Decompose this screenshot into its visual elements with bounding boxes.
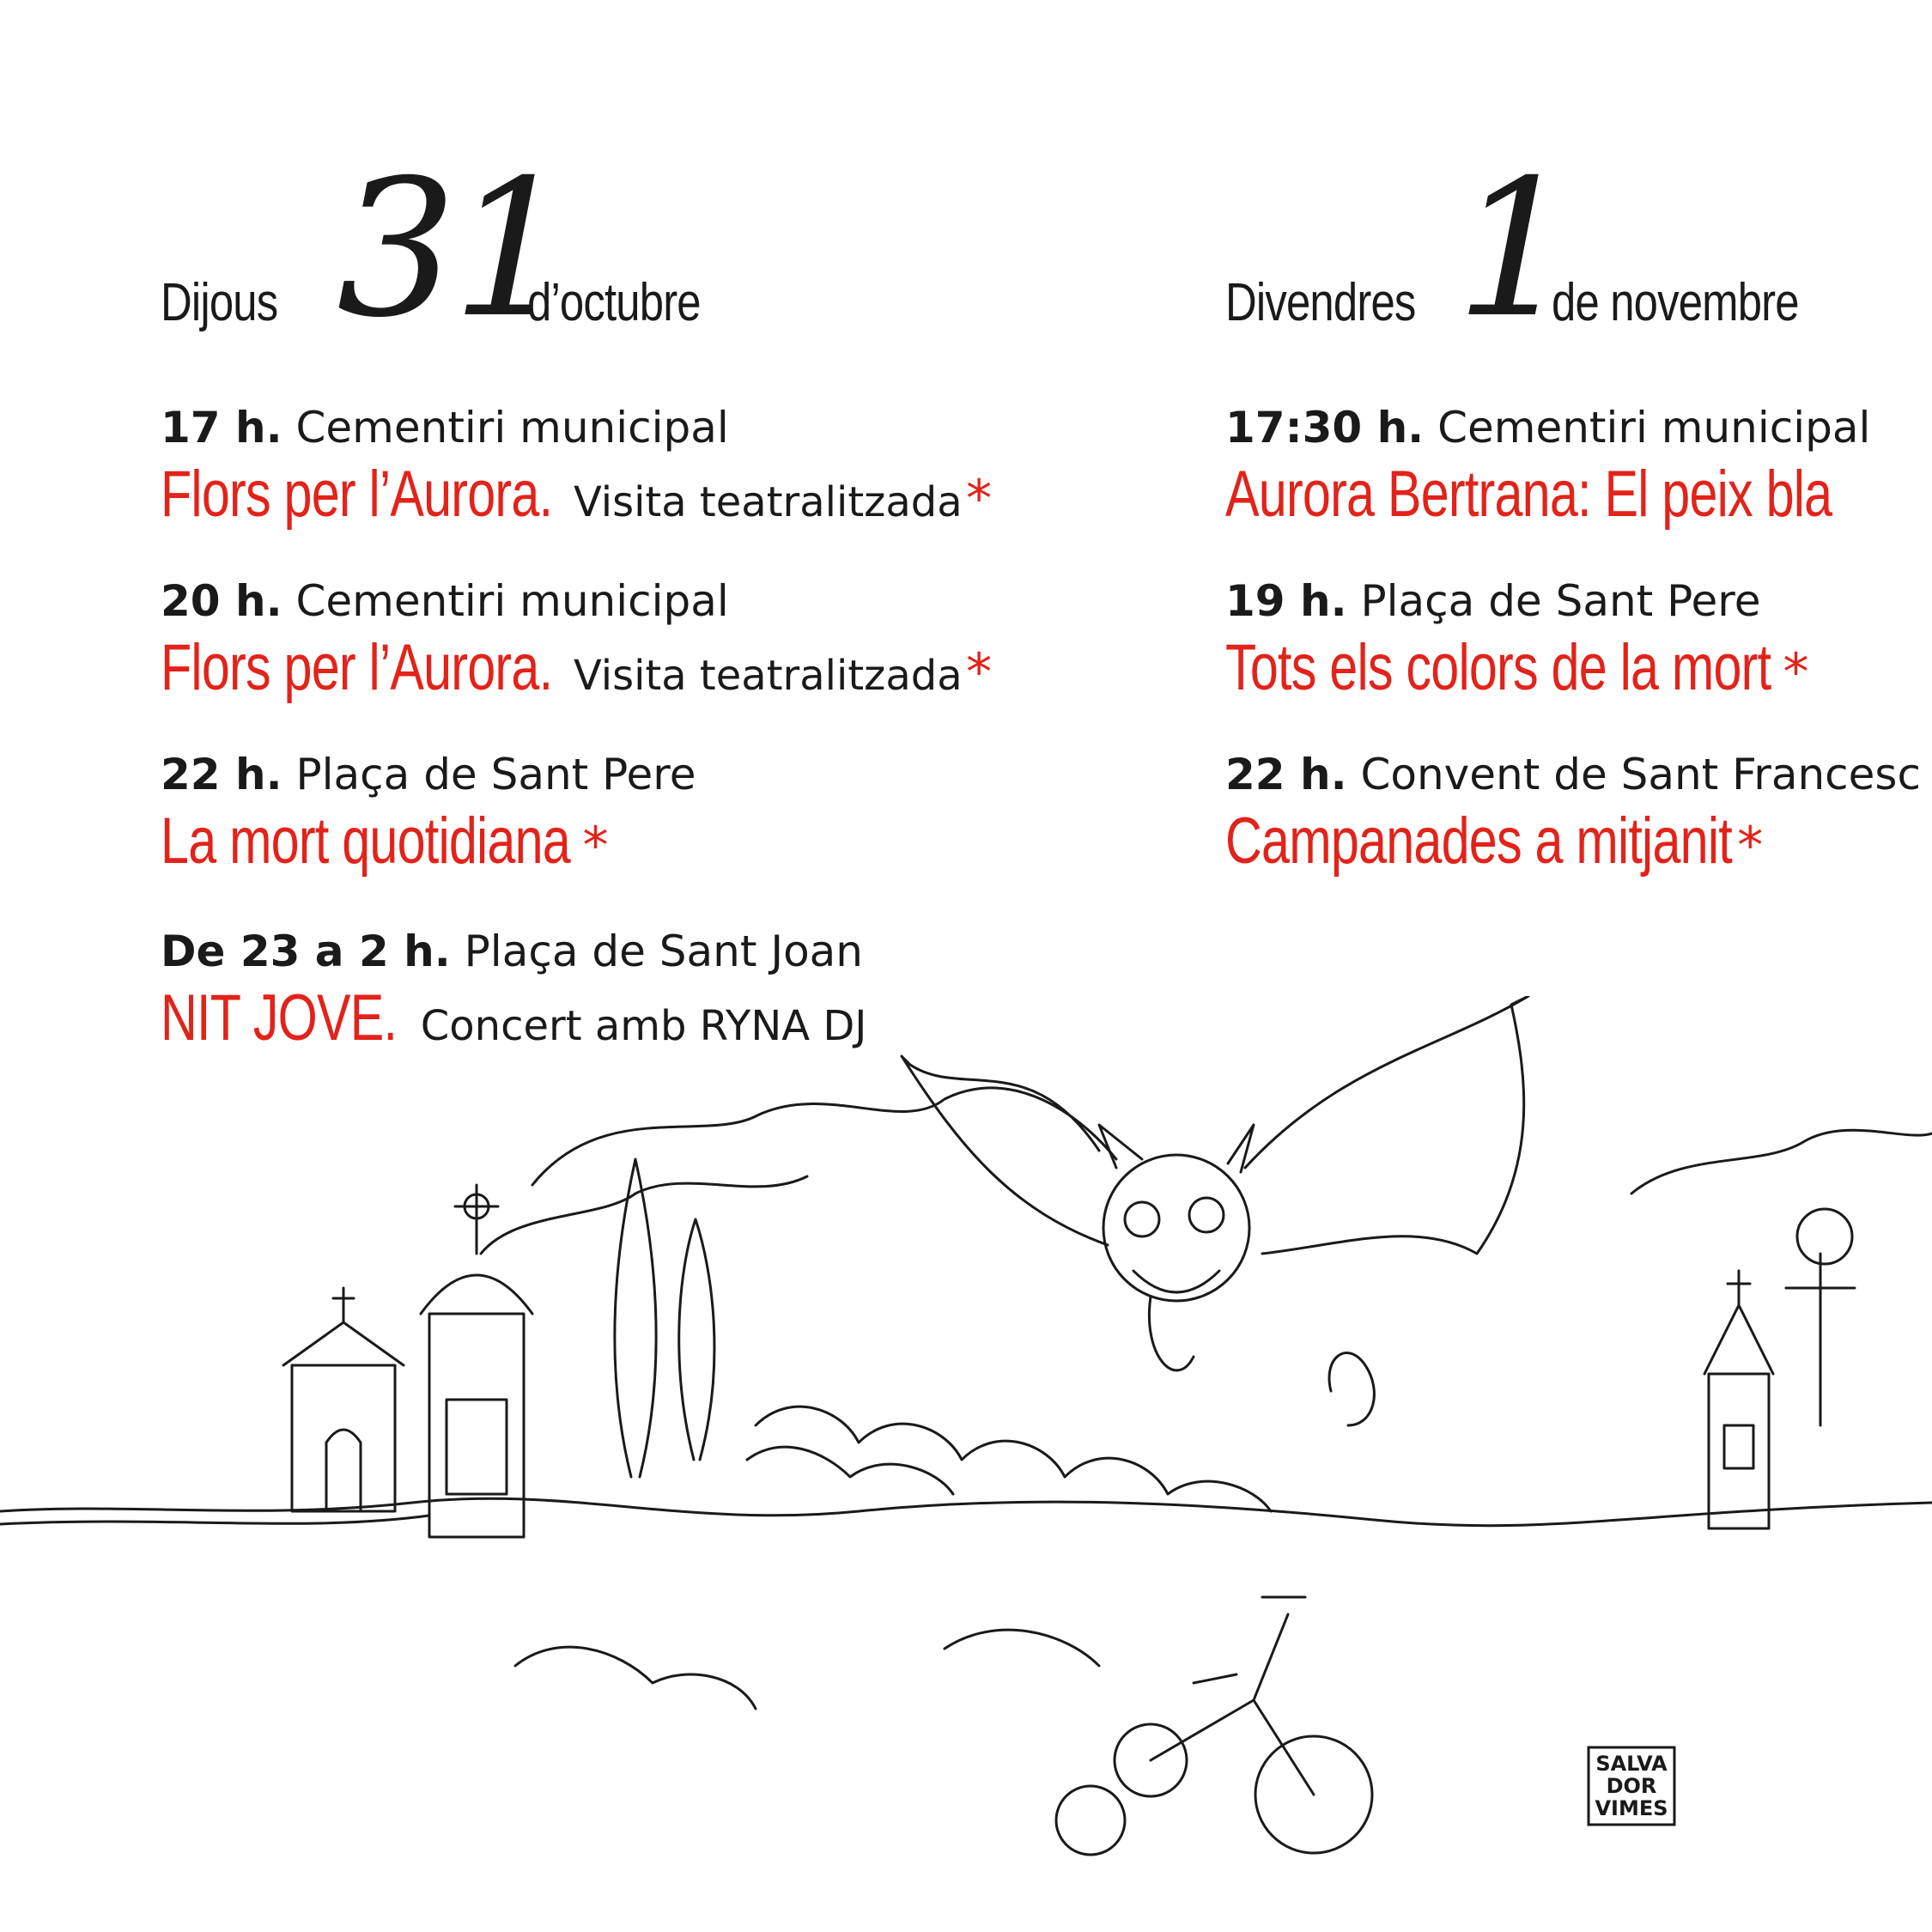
event-place: Cementiri municipal	[295, 576, 729, 626]
cemetery-gate-icon	[283, 1288, 404, 1511]
event-time: 20 h.	[161, 576, 283, 626]
event-place: Plaça de Sant Pere	[1360, 576, 1761, 626]
day-number: 31	[337, 139, 567, 359]
event-place: Plaça de Sant Joan	[464, 927, 863, 976]
event-item	[161, 575, 992, 702]
event-title: NIT JOVE.	[161, 981, 398, 1054]
weekday-label: Dijous	[161, 273, 278, 332]
event-asterisk: *	[966, 469, 993, 529]
event-subtitle: Visita teatralitzada	[573, 478, 963, 526]
event-place: Cementiri municipal	[1437, 403, 1871, 453]
cemetery-bat-illustration	[0, 996, 1932, 1932]
weekday-label: Divendres	[1225, 273, 1416, 332]
event-place: Plaça de Sant Pere	[295, 750, 696, 799]
event-asterisk: *	[1783, 642, 1809, 702]
event-item	[161, 402, 992, 529]
event-item	[1225, 575, 1809, 702]
bat-icon	[902, 996, 1528, 1370]
skull-cross-icon	[1786, 1209, 1855, 1425]
month-label: d’octubre	[527, 273, 701, 332]
svg-text:SALVA: SALVA	[1595, 1752, 1668, 1776]
event-place: Convent de Sant Francesc	[1360, 750, 1921, 799]
artist-signature-logo	[1589, 1747, 1674, 1825]
event-item	[1225, 402, 1932, 529]
event-time: 22 h.	[161, 750, 283, 799]
event-subtitle: Concert amb RYNA DJ	[420, 1002, 867, 1050]
event-time: De 23 a 2 h.	[161, 927, 451, 976]
day-number: 1	[1455, 139, 1571, 359]
event-item	[1225, 749, 1921, 876]
event-time: 22 h.	[1225, 750, 1347, 799]
svg-text:VIMES: VIMES	[1595, 1796, 1668, 1820]
church-tower-icon	[1704, 1271, 1773, 1528]
date-heading	[1225, 139, 1912, 359]
event-subtitle: Visita teatralitzada	[573, 652, 963, 700]
tricycle-icon	[1056, 1597, 1372, 1855]
chapel-tower-icon	[421, 1185, 532, 1537]
event-time: 17 h.	[161, 403, 283, 453]
event-title: Tots els colors de la mort	[1225, 631, 1771, 704]
event-place: Cementiri municipal	[295, 403, 729, 453]
cypress-tree-icon	[615, 1159, 656, 1477]
event-title: Campanades a mitjanit	[1225, 805, 1732, 878]
event-title: Aurora Bertrana: El peix bla	[1225, 458, 1832, 531]
event-asterisk: *	[966, 642, 993, 702]
event-time: 19 h.	[1225, 576, 1347, 626]
event-title: La mort quotidiana	[161, 805, 570, 878]
event-time: 17:30 h.	[1225, 403, 1425, 453]
event-asterisk: *	[1737, 816, 1764, 876]
date-heading	[161, 139, 1105, 359]
cypress-tree-icon	[679, 1219, 714, 1460]
event-title: Flors per l’Aurora.	[161, 458, 553, 531]
event-asterisk: *	[582, 816, 609, 876]
month-label: de novembre	[1552, 273, 1799, 332]
svg-text:DOR: DOR	[1606, 1774, 1657, 1798]
event-title: Flors per l’Aurora.	[161, 631, 553, 704]
event-item	[161, 749, 696, 876]
ground-line-icon	[0, 1498, 1932, 1526]
